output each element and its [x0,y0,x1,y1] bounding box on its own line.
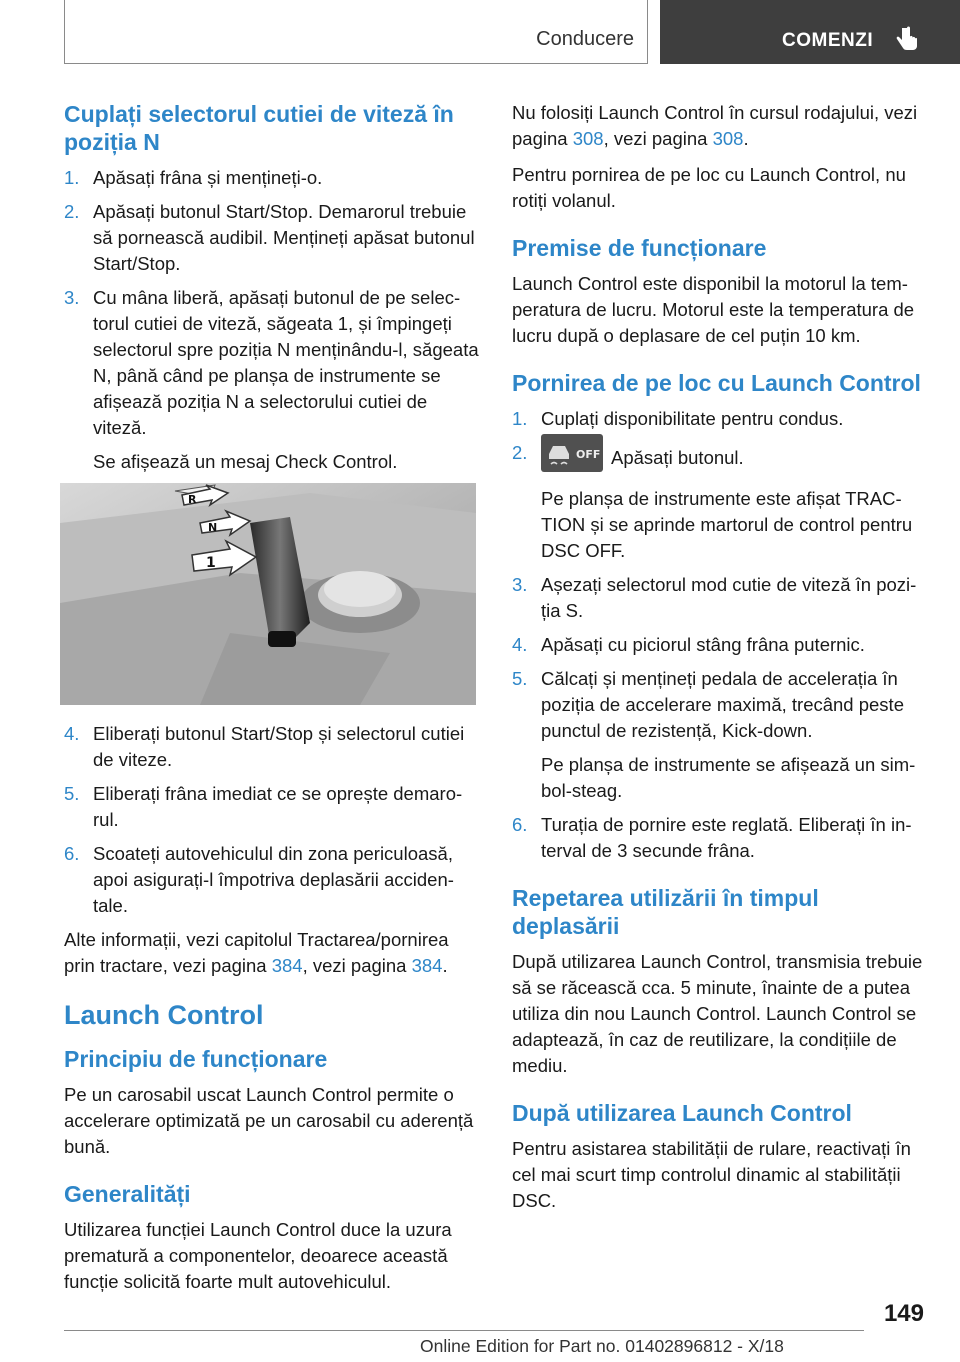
list-item [64,781,480,833]
more-info-prefix: Alte informații, vezi capitolul Tractarea/pornirea prin tractare, vezi pagina [64,929,449,976]
step-text: Turația de pornire este reglată. Eliberați în interval de 3 secunde frâna. [541,814,912,861]
intro-text [512,100,928,152]
step-note: Se afișează un mesaj Check Control. [93,451,398,472]
list-item [512,572,928,624]
page-link[interactable]: 308 [712,128,744,149]
list-item [512,440,928,564]
intro-text-2: Pentru pornirea de pe loc cu Launch Control, nu rotiți volanul. [512,164,906,211]
section-title-start: Pornirea de pe loc cu Launch Control [512,370,921,396]
page-link[interactable]: 384 [411,955,443,976]
section-title-after: După utilizarea Launch Control [512,1100,852,1126]
step-number: 3. [64,287,80,308]
general-text: Utilizarea funcției Launch Control duce la uzura prematură a componentelor, deoarece această funcție solicită foarte mult autovehiculul. [64,1219,452,1292]
figure-label-n: N [208,521,218,534]
step-number: 5. [64,783,80,804]
dsc-off-button-icon [541,434,603,472]
header-section-title: Conducere [536,28,634,50]
list-item [512,406,928,432]
section-title-general: Generalități [64,1181,191,1207]
steps-list-b [64,721,480,919]
intro-mid: , vezi pagina [603,128,713,149]
after-text: Pentru asistarea stabilității de rulare, reactivați în cel mai scurt timp controlul dinamic al stabilității DSC. [512,1138,911,1211]
step-text: Scoateți autovehiculul din zona periculoasă, apoi asigurați-l împotriva deplasării accidentale. [93,843,454,916]
header-tab[interactable] [660,0,960,64]
repeat-text: După utilizarea Launch Control, transmisia trebuie să se răcească cca. 5 minute, înainte de a putea utiliza din nou Launch Control. Launch Control se adaptează, în caz de reutilizare, la condițiile de mediu. [512,951,923,1076]
step-text: Cu mâna liberă, apăsați butonul de pe selectorul cutiei de viteză, săgeata 1, și împingeți selectorul spre poziția N menținându-l, săgeata N, până când pe planșa de instrumente se afișează poziția N a selectorului cutiei de viteză. [93,287,479,438]
step-number: 1. [512,408,528,429]
list-item [512,632,928,658]
step-text: Apăsați butonul Start/Stop. Demarorul trebuie să pornească audibil. Mențineți apăsat butonul Start/Stop. [93,201,475,274]
step-number: 4. [64,723,80,744]
intro-prefix: Nu folosiți Launch Control în cursul rodajului, vezi pagina [512,102,918,149]
list-item [512,812,928,864]
footer-divider [64,1330,864,1331]
list-item [64,199,480,277]
step-number: 4. [512,634,528,655]
list-item [64,721,480,773]
intro-suffix: . [743,128,749,149]
more-info-text [64,927,480,979]
left-column [64,100,480,1305]
step-number: 1. [64,167,80,188]
steps-list-a [64,165,480,475]
step-text: Apăsați butonul. [611,446,744,468]
more-info-suffix: . [442,955,448,976]
principle-text: Pe un carosabil uscat Launch Control permite o accelerare optimizată pe un carosabil cu aderență bună. [64,1084,474,1157]
step-text: Apăsați frâna și mențineți-o. [93,167,323,188]
prereq-text: Launch Control este disponibil la motorul la temperatura de lucru. Motorul este la temperatura de lucru după o deplasare de cel puțin 10 km. [512,273,915,346]
figure-label-1: 1 [206,555,216,571]
step-text: Eliberați butonul Start/Stop și selectorul cutiei de viteze. [93,723,465,770]
launch-steps-list [512,406,928,864]
header-tab-label: COMENZI [782,30,874,51]
gear-selector-illustration [60,483,476,705]
list-item [64,841,480,919]
step-note: Pe planșa de instrumente se afișează un simbol-steag. [541,754,916,801]
edition-text: Online Edition for Part no. 01402896812 - X/18 [420,1336,784,1356]
section-title-repeat: Repetarea utilizării în timpul deplasării [512,885,819,939]
list-item [64,165,480,191]
page-link[interactable]: 384 [271,955,303,976]
more-info-mid: , vezi pagina [302,955,412,976]
step-number: 5. [512,668,528,689]
right-column [512,100,928,1224]
step-number: 3. [512,574,528,595]
list-item [512,666,928,804]
step-text: Cuplați disponibilitate pentru condus. [541,408,844,429]
page-number: 149 [883,1300,924,1327]
step-number: 6. [512,814,528,835]
step-text: Apăsați cu piciorul stâng frâna puternic. [541,634,865,655]
figure-label-r: R [188,493,197,506]
off-label: OFF [576,448,601,461]
section-title-select-n: Cuplați selectorul cutiei de viteză în poziția N [64,101,454,155]
step-number: 6. [64,843,80,864]
step-number: 2. [512,442,528,463]
chapter-title-launch-control: Launch Control [64,1000,264,1030]
section-title-prerequisites: Premise de funcționare [512,235,767,261]
step-text: Eliberați frâna imediat ce se oprește demarorul. [93,783,463,830]
section-title-principle: Principiu de funcționare [64,1046,328,1072]
step-note: Pe planșa de instrumente este afișat TRACTION și se aprinde martorul de control pentru DSC OFF. [541,488,913,561]
step-number: 2. [64,201,80,222]
hand-pointer-icon [896,26,920,52]
list-item [64,285,480,475]
page-link[interactable]: 308 [572,128,604,149]
step-text: Așezați selectorul mod cutie de viteză în poziția S. [541,574,917,621]
car-skid-icon [541,434,603,472]
step-text: Călcați și mențineți pedala de accelerația în poziția de accelerare maximă, trecând peste punctul de rezistență, Kick-down. [541,668,904,741]
